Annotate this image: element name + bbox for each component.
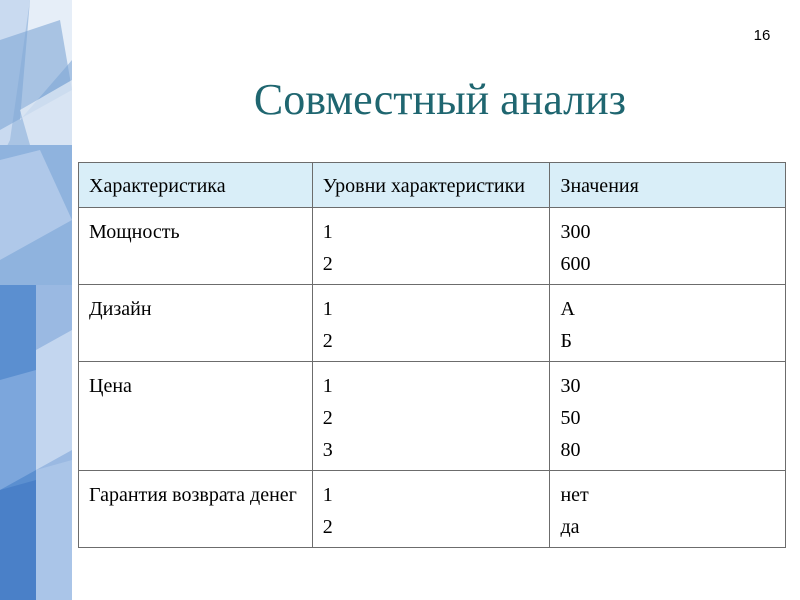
table-header-row — [79, 163, 786, 208]
header-characteristic: Характеристика — [79, 163, 313, 208]
values-cell — [550, 285, 786, 362]
level-value: 3 — [322, 439, 333, 461]
level-value: 1 — [322, 298, 333, 320]
slide-title: Совместный анализ — [253, 75, 627, 124]
characteristic-cell: Цена — [79, 362, 313, 471]
table-row — [79, 471, 786, 548]
levels-cell — [312, 285, 550, 362]
level-value: 2 — [322, 407, 333, 429]
level-value: 1 — [322, 375, 333, 397]
level-value: 2 — [322, 253, 333, 275]
values-cell — [550, 362, 786, 471]
attribute-value: нет — [560, 484, 589, 506]
conjoint-table — [78, 162, 786, 548]
levels-cell — [312, 362, 550, 471]
level-value: 2 — [322, 516, 333, 538]
attribute-value: да — [560, 516, 580, 538]
characteristic-cell: Мощность — [79, 208, 313, 285]
table-row — [79, 285, 786, 362]
table-row — [79, 362, 786, 471]
attribute-value: 300 — [560, 221, 591, 243]
page-number: 16 — [753, 27, 771, 44]
header-levels: Уровни характеристики — [312, 163, 550, 208]
attribute-value: Б — [560, 330, 572, 352]
values-cell — [550, 208, 786, 285]
table-row — [79, 208, 786, 285]
levels-cell — [312, 471, 550, 548]
attribute-value: 600 — [560, 253, 591, 275]
characteristic-cell: Гарантия возврата денег — [79, 471, 313, 548]
decorative-pattern — [0, 0, 72, 600]
decorative-side-strip — [0, 0, 72, 600]
attribute-value: А — [560, 298, 575, 320]
characteristic-cell: Дизайн — [79, 285, 313, 362]
values-cell — [550, 471, 786, 548]
attribute-value: 80 — [560, 439, 581, 461]
level-value: 1 — [322, 484, 333, 506]
level-value: 1 — [322, 221, 333, 243]
attribute-value: 50 — [560, 407, 581, 429]
level-value: 2 — [322, 330, 333, 352]
levels-cell — [312, 208, 550, 285]
attribute-value: 30 — [560, 375, 581, 397]
header-values: Значения — [550, 163, 786, 208]
